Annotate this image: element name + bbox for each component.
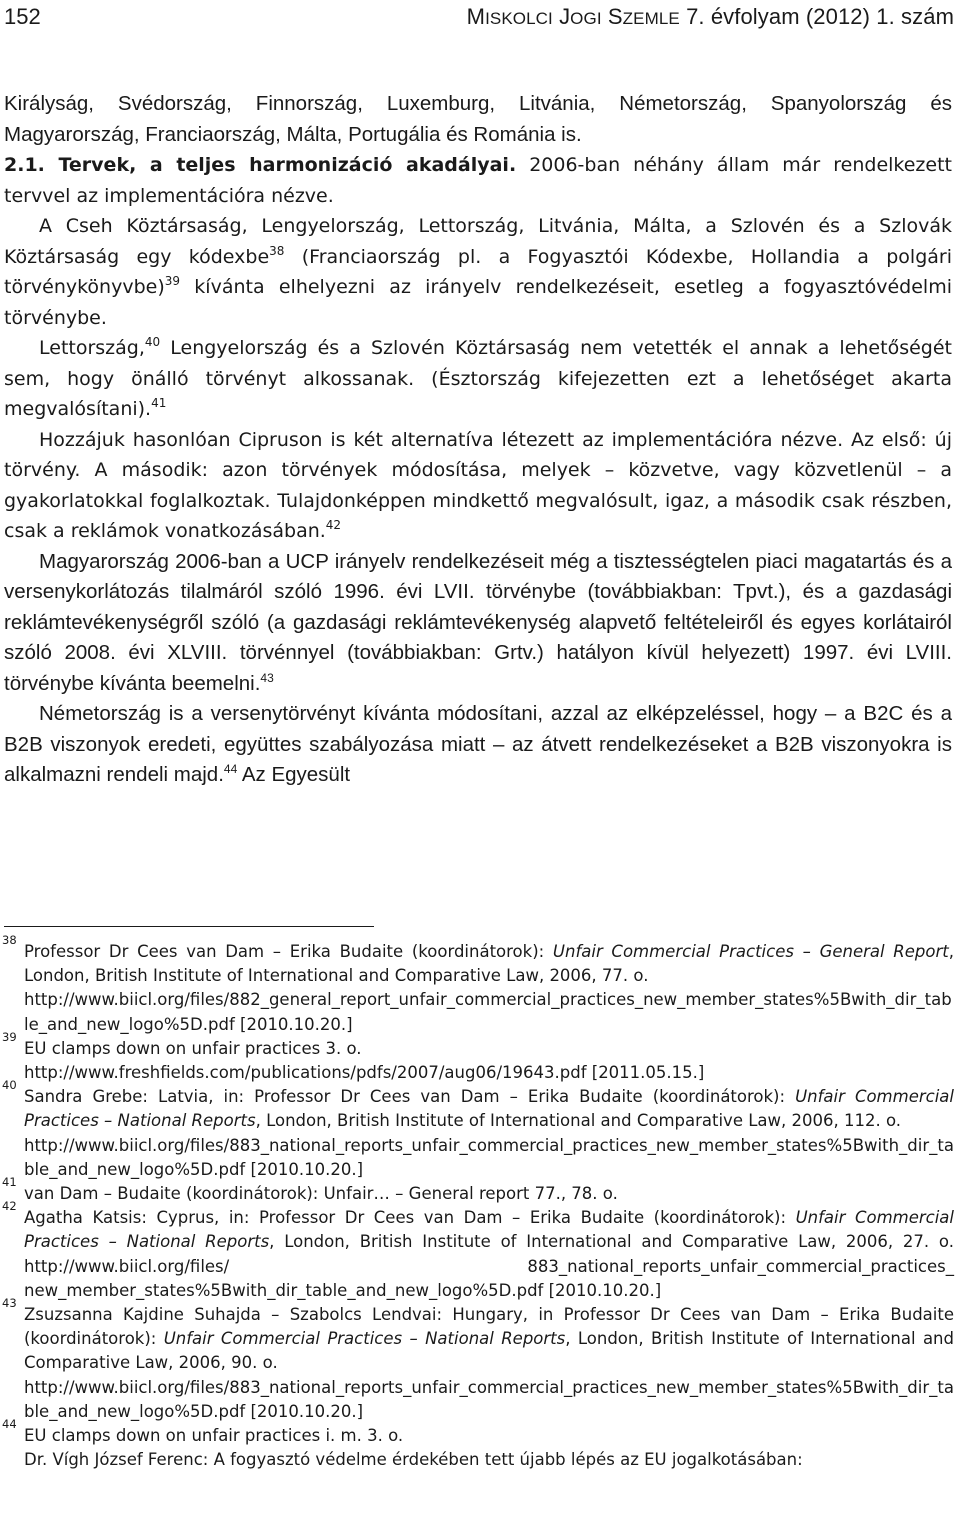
footnote-url[interactable]: http://www.biicl.org/files/883_national_reports_unfair_commercial_practices_new_member_states%5Bwith_dir_table_and_new_logo%5D.pdf [2010.10.20.]	[24, 1135, 954, 1179]
footnote-number: 39	[2, 1029, 17, 1044]
footnote-44: 44 EU clamps down on unfair practices i. m. 3. o.	[2, 1417, 404, 1446]
footnote-continuation: Dr. Vígh József Ferenc: A fogyasztó védelme érdekében tett újabb lépés az EU jogalkotásában:	[24, 1450, 803, 1470]
paragraph: Lettország,$^{40}$ Lengyelország és a Szlovén Köztársaság nem vetették el annak a lehetőségét sem, hogy önálló törvényt alkossanak. (Észtország kifejezetten ezt a lehetőséget akarta megvalósítani).$^{41}$	[4, 335, 952, 420]
page-header	[4, 4, 954, 32]
footnote-41: 41 van Dam – Budaite (koordinátorok): Unfair… – General report 77., 78. o.	[2, 1175, 618, 1204]
footnote-39: 39 EU clamps down on unfair practices 3. o. http://www.freshfields.com/publications/pdfs/2007/aug06/19643.pdf [2011.05.15.]	[4, 1037, 954, 1085]
footnote-number: 43	[2, 1296, 17, 1311]
footnote-ref[interactable]: 41	[151, 396, 167, 410]
footnote-ref[interactable]: 40	[144, 335, 161, 349]
page-number: 152	[4, 4, 41, 29]
footnote-42: 42 Agatha Katsis: Cyprus, in: Professor Dr Cees van Dam – Erika Budaite (koordinátorok): Unfair Commercial Practices – National Reports, London, British Institute of International and Comparative Law, 2006, 27. o. http://www.biicl.org/files/ 883_national_reports_unfair_commercial_practices_ new_member_states%5Bwith_dir_table_and_new_logo%5D.pdf [2010.10.20.]	[2, 1199, 954, 1300]
footnote-url[interactable]: http://www.freshfields.com/publications/pdfs/2007/aug06/19643.pdf [2011.05.15.]	[24, 1063, 705, 1083]
footnote-number: 42	[2, 1199, 17, 1214]
body-text	[4, 89, 952, 791]
footnote-number: 44	[2, 1417, 17, 1432]
paragraph: Magyarország 2006-ban a UCP irányelv rendelkezéseit még a tisztességtelen piaci magatartás és a versenykorlátozás tilalmáról szóló 1996. évi LVII. törvénybe (továbbiakban: Tpvt.), és a gazdasági reklámtevékenységről szóló (a gazdasági reklámtevékenység alapvető feltételeiről és egyes korlátairól szóló 2008. évi XLVIII. törvénnyel (továbbiakban: Grtv.) hatályon kívül helyezett) 1997. évi LVIII. törvénybe kívánta beemelni.$^{43}$	[4, 549, 952, 695]
footnote-number: 41	[2, 1175, 17, 1190]
footnote-38: 38 Professor Dr Cees van Dam – Erika Budaite (koordinátorok): Unfair Commercial Practices – General Report, London, British Institute of International and Comparative Law, 2006, 77. o. http://www.biicl.org/files/882_general_report_unfair_commercial_practices_new_member_states%5Bwith_dir_table_and_new_logo%5D.pdf [2010.10.20.]	[4, 940, 954, 1037]
section-paragraph: 2.1. Tervek, a teljes harmonizáció akadályai. 2006-ban néhány állam már rendelkezett tervvel az implementációra nézve.	[4, 154, 952, 207]
footnote-url[interactable]: http://www.biicl.org/files/883_national_reports_unfair_commercial_practices_new_member_states%5Bwith_dir_table_and_new_logo%5D.pdf [2010.10.20.]	[24, 1377, 954, 1421]
paragraph: Németország is a versenytörvényt kívánta módosítani, azzal az elképzeléssel, hogy – a B2C és a B2B viszonyok eredeti, együttes szabályozása miatt – az átvett rendelkezéseket a B2B viszonyokra is alkalmazni rendeli majd.$^{44}$ Az Egyesült	[4, 702, 952, 786]
footnote-ref[interactable]: 39	[164, 274, 181, 288]
footnote-number: 38	[2, 933, 17, 947]
paragraph: A Cseh Köztársaság, Lengyelország, Lettország, Litvánia, Málta, a Szlovén és a Szlovák Köztársaság egy kódexbe$^{38}$ (Franciaország pl. a Fogyasztói Kódexbe, Hollandia a polgári törvénykönyvbe)$^{39}$ kívánta elhelyezni az irányelv rendelkezéseit, esetleg a fogyasztóvédelmi törvénybe.	[4, 215, 952, 329]
paragraph: Királyság, Svédország, Finnország, Luxemburg, Litvánia, Németország, Spanyolország és Magyarország, Franciaország, Málta, Portugália és Románia is.	[4, 92, 952, 146]
paragraph: Hozzájuk hasonlóan Cipruson is két alternatíva létezett az implementációra nézve. Az első: új törvény. A második: azon törvények módosítása, melyek – közvetve, vagy közvetlenül – a gyakorlatokkal foglalkoztak. Tulajdonképpen mindkettő megvalósult, igaz, a második csak részben, csak a reklámok vonatkozásában.$^{42}$	[4, 428, 952, 542]
journal-title: MISKOLCI JOGI SZEMLE 7. évfolyam (2012) 1. szám	[466, 4, 954, 29]
footnotes	[2, 933, 954, 1472]
footnote-number: 40	[2, 1078, 17, 1093]
footnote-ref[interactable]: 42	[325, 518, 342, 532]
footnote-ref[interactable]: 38	[269, 243, 285, 258]
footnote-url[interactable]: http://www.biicl.org/files/882_general_report_unfair_commercial_practices_new_member_states%5Bwith_dir_table_and_new_logo%5D.pdf [2010.10.20.]	[24, 990, 952, 1034]
footnote-40: 40 Sandra Grebe: Latvia, in: Professor Dr Cees van Dam – Erika Budaite (koordinátorok): Unfair Commercial Practices – National Reports, London, British Institute of International and Comparative Law, 2006, 112. o. http://www.biicl.org/files/883_national_reports_unfair_commercial_practices_new_member_states%5Bwith_dir_table_and_new_logo%5D.pdf [2010.10.20.]	[4, 1085, 954, 1182]
section-heading: 2.1. Tervek, a teljes harmonizáció akadályai.	[4, 154, 517, 176]
footnote-ref[interactable]: 43	[260, 670, 274, 685]
footnote-43: 43 Zsuzsanna Kajdine Suhajda – Szabolcs Lendvai: Hungary, in Professor Dr Cees van Dam – Erika Budaite (koordinátorok): Unfair Commercial Practices – National Reports, London, British Institute of International and Comparative Law, 2006, 90. o. http://www.biicl.org/files/883_national_reports_unfair_commercial_practices_new_member_states%5Bwith_dir_table_and_new_logo%5D.pdf [2010.10.20.]	[4, 1303, 954, 1424]
footnote-separator	[4, 926, 374, 927]
footnote-ref[interactable]: 44	[223, 762, 238, 776]
